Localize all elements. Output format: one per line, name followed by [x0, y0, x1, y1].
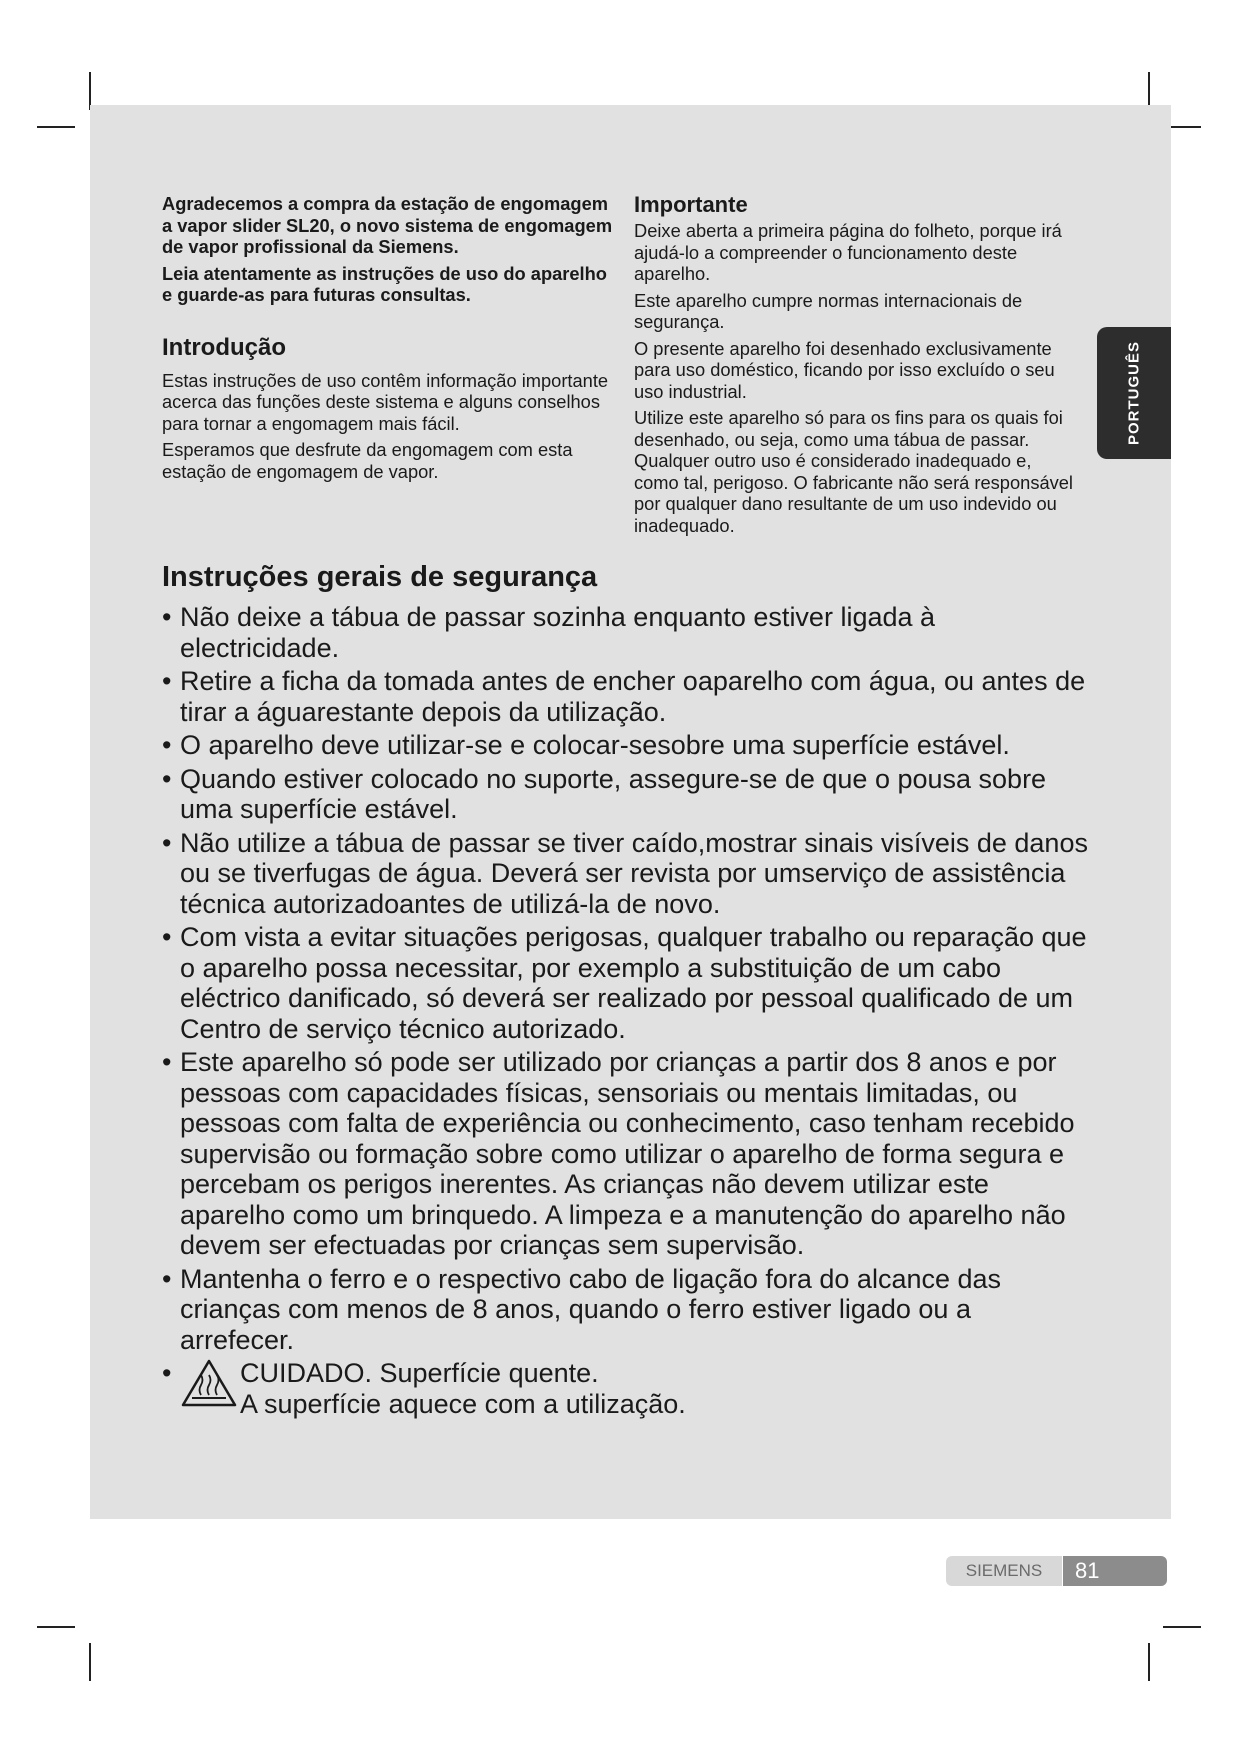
thanks-text: Agradecemos a compra da estação de engomagem a vapor slider SL20, o novo sistema de engomagem de vapor profissional da Siemens. — [162, 193, 613, 257]
list-item: • Não deixe a tábua de passar sozinha enquanto estiver ligada à electricidade. — [162, 602, 1092, 663]
crop-mark — [1163, 1626, 1201, 1628]
language-tab-label: PORTUGUÊS — [1125, 340, 1143, 446]
intro-paragraph: Esperamos que desfrute da engomagem com esta estação de engomagem de vapor. — [162, 439, 573, 482]
safety-heading: Instruções gerais de segurança — [162, 561, 598, 593]
important-heading: Importante — [634, 192, 748, 217]
footer-brand: SIEMENS — [946, 1556, 1062, 1586]
list-item: • Com vista a evitar situações perigosas, qualquer trabalho ou reparação que o aparelho possa necessitar, por exemplo a substituição de um cabo eléctrico danificado, só deverá ser realizado por pessoal qualificado de um Centro de serviço técnico autorizado. — [162, 922, 1092, 1044]
safety-list — [162, 602, 1092, 1419]
intro-column — [162, 193, 617, 487]
list-item: • Quando estiver colocado no suporte, assegure-se de que o pousa sobre uma superfície estável. — [162, 764, 1092, 825]
language-tab — [1097, 327, 1171, 459]
crop-mark — [37, 1626, 75, 1628]
hot-surface-warning-icon — [180, 1358, 238, 1408]
important-column — [634, 193, 1074, 541]
important-paragraph: Este aparelho cumpre normas internacionais de segurança. — [634, 289, 1023, 332]
list-item: • O aparelho deve utilizar-se e colocar-sesobre uma superfície estável. — [162, 730, 1092, 761]
important-paragraph: O presente aparelho foi desenhado exclusivamente para uso doméstico, ficando por isso excluído o seu uso industrial. — [634, 337, 1055, 402]
important-paragraph: Utilize este aparelho só para os fins para os quais foi desenhado, ou seja, como uma tábua de passar. Qualquer outro uso é considerado inadequado e, como tal, perigoso. O fabricante não será responsável por qualquer dano resultante de um uso indevido ou inadequado. — [634, 407, 1073, 536]
list-item: • Retire a ficha da tomada antes de encher oaparelho com água, ou antes de tirar a águarestante depois da utilização. — [162, 666, 1092, 727]
crop-mark — [89, 1643, 91, 1681]
warning-text: A superfície aquece com a utilização. — [240, 1388, 686, 1419]
intro-heading: Introdução — [162, 333, 286, 361]
list-item: • Mantenha o ferro e o respectivo cabo de ligação fora do alcance das crianças com menos de 8 anos, quando o ferro estiver ligado ou a arrefecer. — [162, 1264, 1092, 1356]
intro-paragraph: Estas instruções de uso contêm informação importante acerca das funções deste sistema e alguns conselhos para tornar a engomagem mais fácil. — [162, 369, 609, 434]
warning-title: • CUIDADO. Superfície quente. — [240, 1358, 599, 1388]
list-item: • Não utilize a tábua de passar se tiver caído,mostrar sinais visíveis de danos ou se tiverfugas de água. Deverá ser revista por umserviço de assistência técnica autorizadoantes de utilizá-la de novo. — [162, 828, 1092, 920]
list-item: • Este aparelho só pode ser utilizado por crianças a partir dos 8 anos e por pessoas com capacidades físicas, sensoriais ou mentais limitadas, ou pessoas com falta de experiência ou conhecimento, caso tenham recebido supervisão ou formação sobre como utilizar o aparelho de forma segura e percebam os perigos inerentes. As crianças não devem utilizar este aparelho como um brinquedo. A limpeza e a manutenção do aparelho não devem ser efectuadas por crianças sem supervisão. — [162, 1047, 1092, 1261]
crop-mark — [37, 126, 75, 128]
safety-section — [162, 560, 1092, 1422]
warning-item — [162, 1358, 1092, 1419]
read-instructions-text: Leia atentamente as instruções de uso do aparelho e guarde-as para futuras consultas. — [162, 262, 607, 305]
page-number: 81 — [1063, 1556, 1167, 1586]
important-paragraph: Deixe aberta a primeira página do folheto, porque irá ajudá-lo a compreender o funcionamento deste aparelho. — [634, 220, 1062, 284]
crop-mark — [1148, 1643, 1150, 1681]
